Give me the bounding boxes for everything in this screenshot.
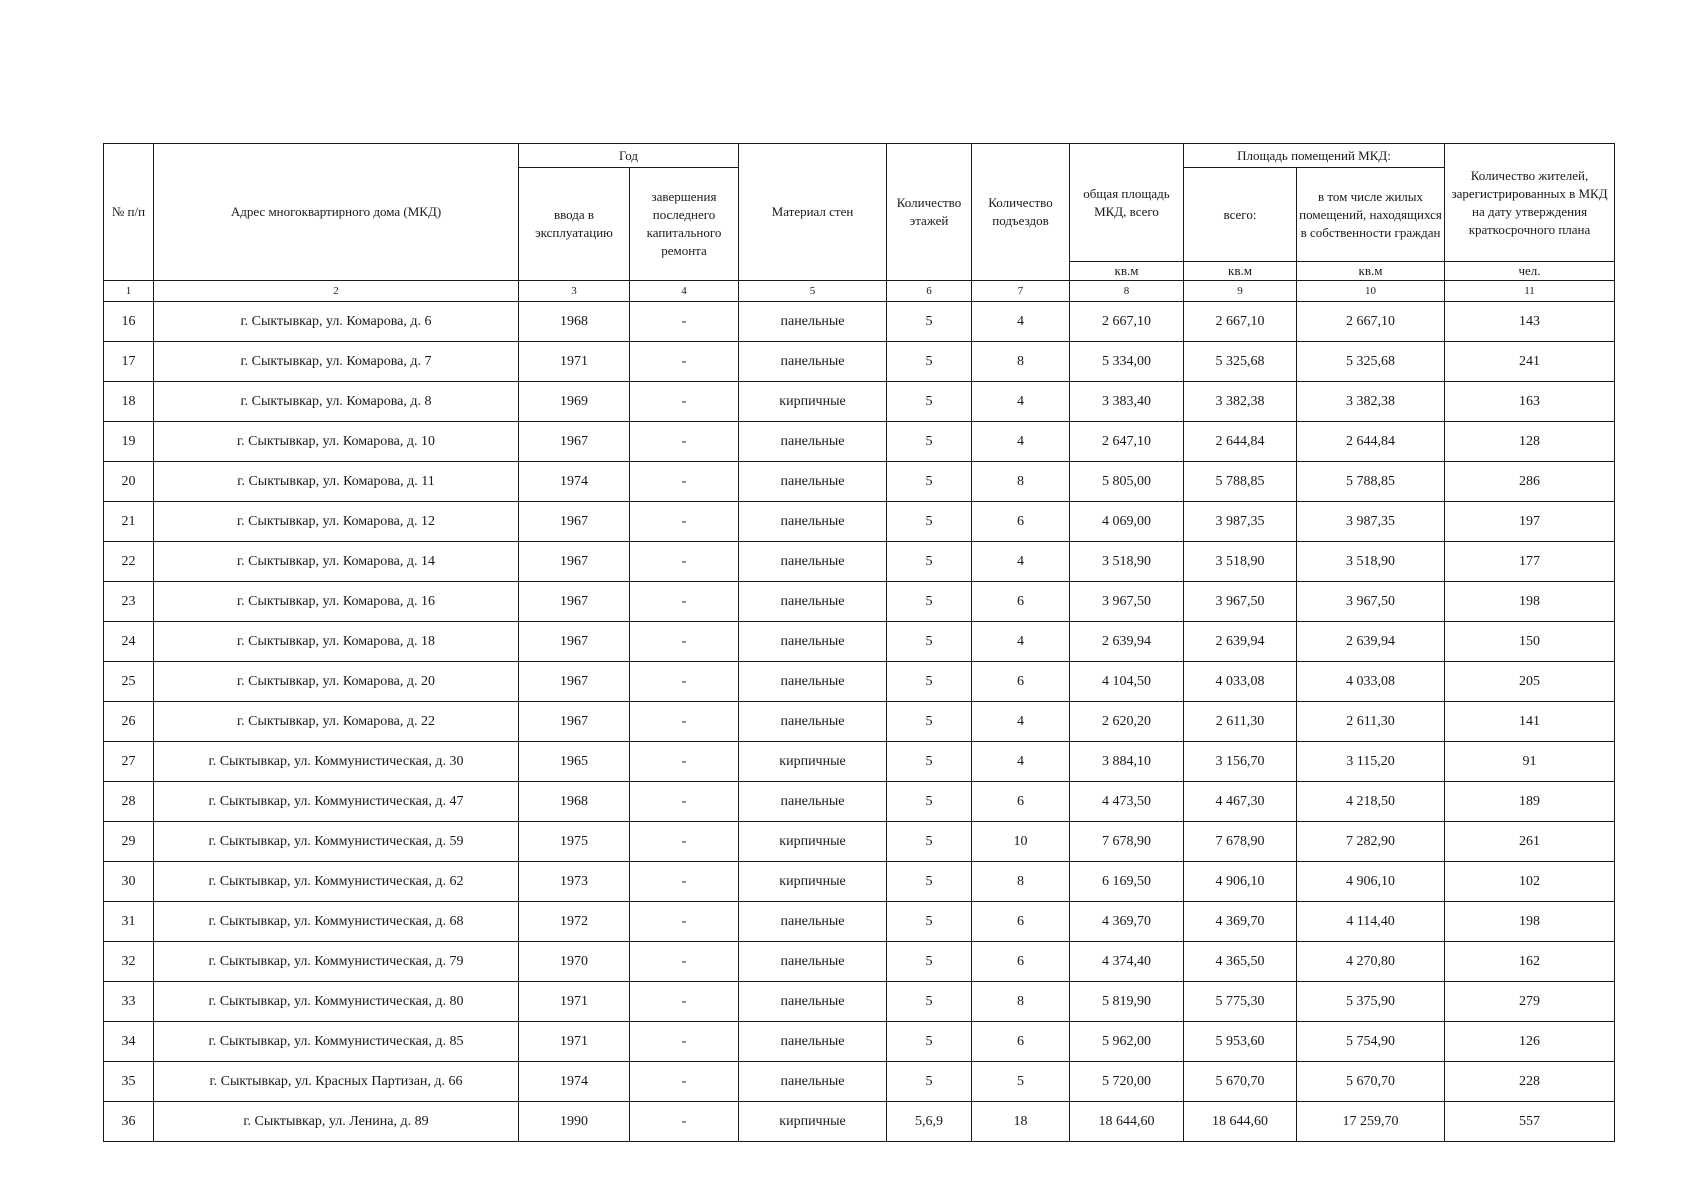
cell-row-number: 18 — [104, 382, 154, 422]
cell-row-number: 25 — [104, 662, 154, 702]
cell-area-total: 2 667,10 — [1184, 302, 1297, 342]
cell-entrances: 4 — [972, 422, 1070, 462]
cell-wall-material: кирпичные — [739, 822, 887, 862]
cell-area-residential: 4 906,10 — [1297, 862, 1445, 902]
table-row — [104, 622, 1615, 662]
cell-area-total: 3 518,90 — [1184, 542, 1297, 582]
cell-area-total: 4 467,30 — [1184, 782, 1297, 822]
column-number: 3 — [519, 281, 630, 302]
table-row — [104, 662, 1615, 702]
cell-floors: 5 — [887, 1022, 972, 1062]
cell-year-commission: 1967 — [519, 542, 630, 582]
table-row — [104, 942, 1615, 982]
cell-area-residential: 4 218,50 — [1297, 782, 1445, 822]
cell-entrances: 4 — [972, 382, 1070, 422]
cell-floors: 5 — [887, 1062, 972, 1102]
cell-total-area: 3 383,40 — [1070, 382, 1184, 422]
cell-address: г. Сыктывкар, ул. Комарова, д. 11 — [154, 462, 519, 502]
cell-area-total: 5 670,70 — [1184, 1062, 1297, 1102]
cell-year-repair: - — [630, 1102, 739, 1142]
cell-area-total: 7 678,90 — [1184, 822, 1297, 862]
cell-row-number: 36 — [104, 1102, 154, 1142]
cell-address: г. Сыктывкар, ул. Комарова, д. 16 — [154, 582, 519, 622]
table-body — [104, 302, 1615, 1142]
column-number: 10 — [1297, 281, 1445, 302]
cell-row-number: 33 — [104, 982, 154, 1022]
cell-year-commission: 1970 — [519, 942, 630, 982]
cell-residents: 198 — [1445, 902, 1615, 942]
header-floors: Количество этажей — [887, 144, 972, 281]
cell-total-area: 5 962,00 — [1070, 1022, 1184, 1062]
column-number: 9 — [1184, 281, 1297, 302]
cell-floors: 5 — [887, 662, 972, 702]
cell-total-area: 3 967,50 — [1070, 582, 1184, 622]
cell-area-residential: 4 033,08 — [1297, 662, 1445, 702]
cell-address: г. Сыктывкар, ул. Коммунистическая, д. 85 — [154, 1022, 519, 1062]
header-address: Адрес многоквартирного дома (МКД) — [154, 144, 519, 281]
cell-area-residential: 3 987,35 — [1297, 502, 1445, 542]
cell-area-total: 2 611,30 — [1184, 702, 1297, 742]
cell-residents: 189 — [1445, 782, 1615, 822]
table-row — [104, 982, 1615, 1022]
cell-year-repair: - — [630, 1062, 739, 1102]
cell-year-commission: 1971 — [519, 1022, 630, 1062]
cell-address: г. Сыктывкар, ул. Ленина, д. 89 — [154, 1102, 519, 1142]
table-row — [104, 422, 1615, 462]
cell-year-commission: 1971 — [519, 342, 630, 382]
cell-area-total: 2 644,84 — [1184, 422, 1297, 462]
cell-total-area: 4 069,00 — [1070, 502, 1184, 542]
cell-total-area: 2 639,94 — [1070, 622, 1184, 662]
cell-residents: 163 — [1445, 382, 1615, 422]
cell-year-commission: 1967 — [519, 702, 630, 742]
cell-residents: 102 — [1445, 862, 1615, 902]
cell-year-repair: - — [630, 382, 739, 422]
cell-entrances: 18 — [972, 1102, 1070, 1142]
cell-year-commission: 1974 — [519, 1062, 630, 1102]
cell-residents: 241 — [1445, 342, 1615, 382]
cell-total-area: 6 169,50 — [1070, 862, 1184, 902]
cell-row-number: 29 — [104, 822, 154, 862]
cell-total-area: 3 884,10 — [1070, 742, 1184, 782]
cell-floors: 5 — [887, 782, 972, 822]
cell-area-total: 5 325,68 — [1184, 342, 1297, 382]
cell-area-residential: 4 114,40 — [1297, 902, 1445, 942]
cell-area-total: 3 967,50 — [1184, 582, 1297, 622]
cell-row-number: 31 — [104, 902, 154, 942]
cell-wall-material: панельные — [739, 582, 887, 622]
unit-total-area: кв.м — [1070, 262, 1184, 281]
cell-row-number: 22 — [104, 542, 154, 582]
cell-total-area: 4 473,50 — [1070, 782, 1184, 822]
cell-wall-material: панельные — [739, 422, 887, 462]
cell-year-repair: - — [630, 822, 739, 862]
cell-entrances: 4 — [972, 542, 1070, 582]
cell-row-number: 35 — [104, 1062, 154, 1102]
cell-area-total: 3 382,38 — [1184, 382, 1297, 422]
cell-year-commission: 1973 — [519, 862, 630, 902]
header-residents: Количество жителей, зарегистрированных в МКД на дату утверждения краткосрочного плана — [1445, 144, 1615, 262]
cell-year-commission: 1971 — [519, 982, 630, 1022]
cell-area-total: 4 365,50 — [1184, 942, 1297, 982]
cell-entrances: 4 — [972, 742, 1070, 782]
cell-area-residential: 7 282,90 — [1297, 822, 1445, 862]
cell-floors: 5 — [887, 502, 972, 542]
cell-year-commission: 1974 — [519, 462, 630, 502]
table-row — [104, 462, 1615, 502]
cell-floors: 5 — [887, 982, 972, 1022]
table-row — [104, 742, 1615, 782]
cell-residents: 557 — [1445, 1102, 1615, 1142]
cell-residents: 91 — [1445, 742, 1615, 782]
cell-floors: 5 — [887, 542, 972, 582]
cell-floors: 5 — [887, 822, 972, 862]
header-year-repair: завершения последнего капитального ремонта — [630, 168, 739, 281]
cell-address: г. Сыктывкар, ул. Коммунистическая, д. 59 — [154, 822, 519, 862]
cell-total-area: 5 720,00 — [1070, 1062, 1184, 1102]
cell-address: г. Сыктывкар, ул. Комарова, д. 8 — [154, 382, 519, 422]
cell-address: г. Сыктывкар, ул. Коммунистическая, д. 68 — [154, 902, 519, 942]
cell-entrances: 6 — [972, 782, 1070, 822]
table-row — [104, 582, 1615, 622]
unit-residents: чел. — [1445, 262, 1615, 281]
cell-area-total: 3 987,35 — [1184, 502, 1297, 542]
cell-address: г. Сыктывкар, ул. Коммунистическая, д. 30 — [154, 742, 519, 782]
cell-year-repair: - — [630, 302, 739, 342]
cell-wall-material: панельные — [739, 542, 887, 582]
cell-area-total: 5 788,85 — [1184, 462, 1297, 502]
cell-year-repair: - — [630, 582, 739, 622]
cell-total-area: 7 678,90 — [1070, 822, 1184, 862]
cell-year-repair: - — [630, 742, 739, 782]
cell-entrances: 8 — [972, 462, 1070, 502]
cell-year-repair: - — [630, 622, 739, 662]
cell-area-total: 4 906,10 — [1184, 862, 1297, 902]
cell-year-commission: 1968 — [519, 302, 630, 342]
cell-floors: 5 — [887, 382, 972, 422]
cell-area-residential: 2 639,94 — [1297, 622, 1445, 662]
cell-entrances: 6 — [972, 1022, 1070, 1062]
cell-floors: 5 — [887, 622, 972, 662]
cell-address: г. Сыктывкар, ул. Комарова, д. 7 — [154, 342, 519, 382]
cell-address: г. Сыктывкар, ул. Красных Партизан, д. 66 — [154, 1062, 519, 1102]
header-wall-material: Материал стен — [739, 144, 887, 281]
cell-year-commission: 1967 — [519, 582, 630, 622]
cell-residents: 205 — [1445, 662, 1615, 702]
cell-area-total: 4 369,70 — [1184, 902, 1297, 942]
cell-entrances: 6 — [972, 582, 1070, 622]
column-number: 1 — [104, 281, 154, 302]
header-total-area: общая площадь МКД, всего — [1070, 144, 1184, 262]
cell-entrances: 10 — [972, 822, 1070, 862]
table-row — [104, 1022, 1615, 1062]
cell-year-repair: - — [630, 542, 739, 582]
cell-area-residential: 5 670,70 — [1297, 1062, 1445, 1102]
cell-entrances: 5 — [972, 1062, 1070, 1102]
cell-year-commission: 1967 — [519, 422, 630, 462]
column-number: 5 — [739, 281, 887, 302]
cell-entrances: 4 — [972, 302, 1070, 342]
column-number: 4 — [630, 281, 739, 302]
cell-area-total: 5 953,60 — [1184, 1022, 1297, 1062]
cell-year-commission: 1972 — [519, 902, 630, 942]
cell-address: г. Сыктывкар, ул. Комарова, д. 12 — [154, 502, 519, 542]
cell-row-number: 17 — [104, 342, 154, 382]
table-row — [104, 782, 1615, 822]
cell-year-commission: 1990 — [519, 1102, 630, 1142]
cell-entrances: 6 — [972, 662, 1070, 702]
cell-year-repair: - — [630, 862, 739, 902]
cell-floors: 5 — [887, 942, 972, 982]
cell-floors: 5 — [887, 742, 972, 782]
cell-wall-material: панельные — [739, 902, 887, 942]
cell-total-area: 3 518,90 — [1070, 542, 1184, 582]
cell-row-number: 34 — [104, 1022, 154, 1062]
cell-area-residential: 5 754,90 — [1297, 1022, 1445, 1062]
cell-row-number: 20 — [104, 462, 154, 502]
cell-residents: 128 — [1445, 422, 1615, 462]
cell-area-residential: 3 967,50 — [1297, 582, 1445, 622]
header-year-commission: ввода в эксплуатацию — [519, 168, 630, 281]
cell-entrances: 4 — [972, 702, 1070, 742]
cell-area-residential: 3 115,20 — [1297, 742, 1445, 782]
cell-row-number: 28 — [104, 782, 154, 822]
cell-year-commission: 1968 — [519, 782, 630, 822]
cell-area-total: 2 639,94 — [1184, 622, 1297, 662]
cell-area-residential: 4 270,80 — [1297, 942, 1445, 982]
cell-area-residential: 5 788,85 — [1297, 462, 1445, 502]
housing-table — [103, 143, 1615, 1142]
column-numbers-row — [104, 281, 1615, 302]
cell-residents: 126 — [1445, 1022, 1615, 1062]
cell-entrances: 8 — [972, 342, 1070, 382]
cell-area-residential: 17 259,70 — [1297, 1102, 1445, 1142]
cell-total-area: 5 334,00 — [1070, 342, 1184, 382]
cell-total-area: 4 374,40 — [1070, 942, 1184, 982]
cell-residents: 162 — [1445, 942, 1615, 982]
cell-residents: 197 — [1445, 502, 1615, 542]
cell-row-number: 16 — [104, 302, 154, 342]
table-row — [104, 902, 1615, 942]
cell-address: г. Сыктывкар, ул. Комарова, д. 22 — [154, 702, 519, 742]
cell-wall-material: кирпичные — [739, 1102, 887, 1142]
cell-total-area: 2 667,10 — [1070, 302, 1184, 342]
cell-address: г. Сыктывкар, ул. Комарова, д. 14 — [154, 542, 519, 582]
cell-year-commission: 1969 — [519, 382, 630, 422]
cell-year-repair: - — [630, 462, 739, 502]
cell-area-total: 18 644,60 — [1184, 1102, 1297, 1142]
cell-residents: 261 — [1445, 822, 1615, 862]
cell-residents: 141 — [1445, 702, 1615, 742]
cell-wall-material: панельные — [739, 662, 887, 702]
cell-residents: 279 — [1445, 982, 1615, 1022]
cell-wall-material: панельные — [739, 982, 887, 1022]
cell-area-residential: 5 375,90 — [1297, 982, 1445, 1022]
cell-wall-material: панельные — [739, 1062, 887, 1102]
cell-year-repair: - — [630, 502, 739, 542]
cell-row-number: 26 — [104, 702, 154, 742]
cell-wall-material: панельные — [739, 942, 887, 982]
cell-row-number: 32 — [104, 942, 154, 982]
cell-wall-material: панельные — [739, 782, 887, 822]
cell-total-area: 4 104,50 — [1070, 662, 1184, 702]
cell-floors: 5 — [887, 422, 972, 462]
cell-address: г. Сыктывкар, ул. Комарова, д. 18 — [154, 622, 519, 662]
cell-row-number: 21 — [104, 502, 154, 542]
cell-residents: 150 — [1445, 622, 1615, 662]
cell-floors: 5 — [887, 462, 972, 502]
cell-floors: 5 — [887, 342, 972, 382]
cell-floors: 5 — [887, 582, 972, 622]
cell-floors: 5 — [887, 902, 972, 942]
header-area-residential: в том числе жилых помещений, находящихся в собственности граждан — [1297, 168, 1445, 262]
header-entrances: Количество подъездов — [972, 144, 1070, 281]
cell-row-number: 30 — [104, 862, 154, 902]
cell-row-number: 24 — [104, 622, 154, 662]
cell-total-area: 2 647,10 — [1070, 422, 1184, 462]
cell-year-repair: - — [630, 982, 739, 1022]
cell-area-residential: 3 382,38 — [1297, 382, 1445, 422]
table-row — [104, 342, 1615, 382]
cell-residents: 228 — [1445, 1062, 1615, 1102]
cell-entrances: 6 — [972, 902, 1070, 942]
cell-year-repair: - — [630, 1022, 739, 1062]
header-year-group: Год — [519, 144, 739, 168]
table-row — [104, 382, 1615, 422]
cell-total-area: 5 805,00 — [1070, 462, 1184, 502]
cell-year-commission: 1975 — [519, 822, 630, 862]
cell-wall-material: панельные — [739, 342, 887, 382]
cell-area-total: 3 156,70 — [1184, 742, 1297, 782]
cell-residents: 198 — [1445, 582, 1615, 622]
header-no: № п/п — [104, 144, 154, 281]
cell-area-total: 4 033,08 — [1184, 662, 1297, 702]
cell-address: г. Сыктывкар, ул. Коммунистическая, д. 80 — [154, 982, 519, 1022]
unit-area-residential: кв.м — [1297, 262, 1445, 281]
cell-row-number: 19 — [104, 422, 154, 462]
table-row — [104, 502, 1615, 542]
cell-area-residential: 2 644,84 — [1297, 422, 1445, 462]
cell-total-area: 2 620,20 — [1070, 702, 1184, 742]
cell-area-total: 5 775,30 — [1184, 982, 1297, 1022]
cell-residents: 177 — [1445, 542, 1615, 582]
cell-address: г. Сыктывкар, ул. Комарова, д. 10 — [154, 422, 519, 462]
column-number: 6 — [887, 281, 972, 302]
cell-floors: 5 — [887, 302, 972, 342]
cell-residents: 286 — [1445, 462, 1615, 502]
cell-year-commission: 1965 — [519, 742, 630, 782]
cell-wall-material: кирпичные — [739, 382, 887, 422]
unit-area-total: кв.м — [1184, 262, 1297, 281]
cell-wall-material: кирпичные — [739, 742, 887, 782]
cell-wall-material: панельные — [739, 702, 887, 742]
cell-wall-material: панельные — [739, 1022, 887, 1062]
cell-address: г. Сыктывкар, ул. Комарова, д. 20 — [154, 662, 519, 702]
cell-address: г. Сыктывкар, ул. Коммунистическая, д. 62 — [154, 862, 519, 902]
cell-year-repair: - — [630, 942, 739, 982]
table-row — [104, 1102, 1615, 1142]
cell-area-residential: 2 611,30 — [1297, 702, 1445, 742]
table-row — [104, 862, 1615, 902]
table-row — [104, 542, 1615, 582]
cell-wall-material: кирпичные — [739, 862, 887, 902]
cell-total-area: 18 644,60 — [1070, 1102, 1184, 1142]
cell-year-repair: - — [630, 702, 739, 742]
cell-floors: 5 — [887, 862, 972, 902]
cell-area-residential: 3 518,90 — [1297, 542, 1445, 582]
column-number: 11 — [1445, 281, 1615, 302]
cell-entrances: 8 — [972, 982, 1070, 1022]
cell-year-commission: 1967 — [519, 502, 630, 542]
cell-residents: 143 — [1445, 302, 1615, 342]
cell-entrances: 6 — [972, 502, 1070, 542]
cell-wall-material: панельные — [739, 462, 887, 502]
column-number: 8 — [1070, 281, 1184, 302]
cell-wall-material: панельные — [739, 502, 887, 542]
cell-year-repair: - — [630, 662, 739, 702]
cell-year-repair: - — [630, 342, 739, 382]
cell-address: г. Сыктывкар, ул. Коммунистическая, д. 47 — [154, 782, 519, 822]
cell-address: г. Сыктывкар, ул. Комарова, д. 6 — [154, 302, 519, 342]
cell-address: г. Сыктывкар, ул. Коммунистическая, д. 79 — [154, 942, 519, 982]
cell-row-number: 23 — [104, 582, 154, 622]
cell-entrances: 6 — [972, 942, 1070, 982]
cell-entrances: 8 — [972, 862, 1070, 902]
cell-row-number: 27 — [104, 742, 154, 782]
table-header — [104, 144, 1615, 302]
cell-area-residential: 5 325,68 — [1297, 342, 1445, 382]
cell-entrances: 4 — [972, 622, 1070, 662]
column-number: 7 — [972, 281, 1070, 302]
table-row — [104, 302, 1615, 342]
cell-total-area: 4 369,70 — [1070, 902, 1184, 942]
cell-year-commission: 1967 — [519, 622, 630, 662]
header-area-total: всего: — [1184, 168, 1297, 262]
table-row — [104, 1062, 1615, 1102]
cell-year-repair: - — [630, 422, 739, 462]
cell-area-residential: 2 667,10 — [1297, 302, 1445, 342]
cell-year-repair: - — [630, 902, 739, 942]
column-number: 2 — [154, 281, 519, 302]
cell-floors: 5 — [887, 702, 972, 742]
table-row — [104, 822, 1615, 862]
cell-wall-material: панельные — [739, 622, 887, 662]
cell-year-repair: - — [630, 782, 739, 822]
cell-wall-material: панельные — [739, 302, 887, 342]
cell-floors: 5,6,9 — [887, 1102, 972, 1142]
cell-total-area: 5 819,90 — [1070, 982, 1184, 1022]
header-area-group: Площадь помещений МКД: — [1184, 144, 1445, 168]
cell-year-commission: 1967 — [519, 662, 630, 702]
table-row — [104, 702, 1615, 742]
